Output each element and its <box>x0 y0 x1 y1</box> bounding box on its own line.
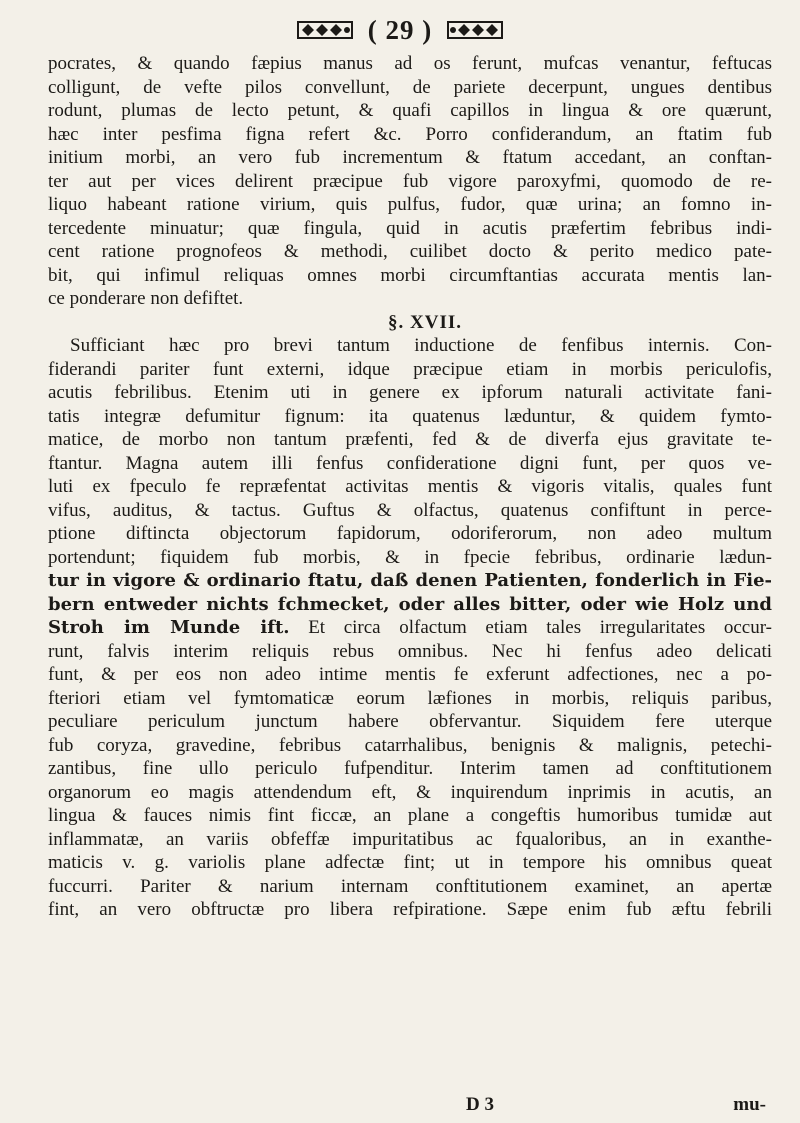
text-line: portendunt; fiquidem fub morbis, & in fpecie febribus, ordinarie lædun- <box>48 546 772 568</box>
text-line: ter aut per vices delirent præcipue fub vigore paroxyfmi, quomodo de re- <box>48 170 772 192</box>
text-line: lingua & fauces nimis fint ficcæ, an plane a congeftis humoribus tumidæ aut <box>48 805 772 826</box>
text-line: ftantur. Magna autem illi fenfus confideratione digni funt, per quos ve- <box>48 452 772 474</box>
text-line: fuccurri. Pariter & narium internam conftitutionem examinet, an apertæ <box>48 875 772 897</box>
text-line: vifus, auditus, & tactus. Guftus & olfactus, quatenus confiftunt in perce- <box>48 499 772 521</box>
text-line: acutis febrilibus. Etenim uti in genere ex ipforum naturali activitate fani- <box>48 382 772 403</box>
german-phrase: Stroh im Munde ift. <box>48 617 290 638</box>
text-line: pocrates, & quando fæpius manus ad os ferunt, mufcas venantur, feftucas <box>48 53 772 74</box>
text-line: maticis v. g. variolis plane adfectæ fint; ut in tempore his omnibus queat <box>48 852 772 873</box>
text-line: initium morbi, an vero fub incrementum & ftatum accedant, an conftan- <box>48 147 772 168</box>
printer-ornament-icon <box>296 18 354 42</box>
mixed-text-line <box>48 616 772 640</box>
text-line: ce ponderare non defiftet. <box>48 288 244 309</box>
signature-mark: D 3 <box>466 1094 494 1115</box>
text-line: organorum eo magis attendendum eft, & inquirendum inprimis in acutis, an <box>48 781 772 803</box>
german-text-line: tur in vigore & ordinario ftatu, daß denen Patienten, fonderlich in Fie- <box>48 570 772 591</box>
text-line: rodunt, plumas de lecto petunt, & quafi capillos in lingua & ore quærunt, <box>48 100 772 121</box>
body-text <box>48 52 772 922</box>
section-heading: §. XVII. <box>388 311 462 333</box>
text-line: Sufficiant hæc pro brevi tantum inductione de fenfibus internis. Con- <box>70 335 772 356</box>
catchword: mu- <box>733 1094 766 1115</box>
page-number: ( 29 ) <box>367 14 433 45</box>
text-line: tatis integræ defumitur fignum: ita quatenus læduntur, & quidem fymto- <box>48 405 772 427</box>
text-line: runt, falvis interim reliquis rebus omnibus. Nec hi fenfus adeo delicati <box>48 640 772 662</box>
text-line: cent ratione prognofeos & methodi, cuilibet docto & perito medico pate- <box>48 241 772 262</box>
text-line: liquo habeant ratione virium, quis pulfus, fudor, quæ urina; an fomno in- <box>48 194 772 215</box>
text-line: colligunt, de vefte pilos convellunt, de pariete decerpunt, ungues dentibus <box>48 76 772 98</box>
text-line: fint, an vero obftructæ pro libera refpiratione. Sæpe enim fub æftu febrili <box>48 899 772 920</box>
text-line: luti ex fpeculo fe repræfentat activitas mentis & vigoris vitalis, quales funt <box>48 476 772 497</box>
text-line: funt, & per eos non adeo intime mentis fe exferunt adfectiones, nec a po- <box>48 664 772 685</box>
text-line: hæc inter pesfima figna refert &c. Porro confiderandum, an ftatim fub <box>48 123 772 145</box>
text-line: peculiare periculum junctum habere obfervantur. Siquidem fere uterque <box>48 711 772 732</box>
german-text-line: bern entweder nichts fchmecket, oder alles bitter, oder wie Holz und <box>48 593 772 615</box>
text-line: fiderandi pariter funt externi, idque præcipue etiam in morbis periculofis, <box>48 358 772 380</box>
text-line: tercedente minuatur; quæ fingula, quid in acutis præfertim febribus indi- <box>48 217 772 239</box>
text-line: fub coryza, gravedine, febribus catarrhalibus, benignis & malignis, petechi- <box>48 734 772 756</box>
text-line: ptione diftincta objectorum fapidorum, odoriferorum, non adeo multum <box>48 523 772 544</box>
latin-phrase: Et circa olfactum etiam tales irregularitates occur- <box>308 617 772 638</box>
text-line: fteriori etiam vel fymtomaticæ eorum læfiones in morbis, reliquis paribus, <box>48 687 772 709</box>
text-line: zantibus, fine ullo periculo fufpenditur. Interim tamen ad conftitutionem <box>48 758 772 779</box>
text-line: bit, qui infimul reliquas omnes morbi circumftantias accurata mentis lan- <box>48 264 772 286</box>
text-line: matice, de morbo non tantum præfenti, fed & de diverfa ejus gravitate te- <box>48 429 772 450</box>
page-footer <box>48 1094 772 1118</box>
page-header <box>0 10 800 50</box>
printer-ornament-icon <box>446 18 504 42</box>
text-line: inflammatæ, an variis obfeffæ impuritatibus ac fqualoribus, an in exanthe- <box>48 828 772 850</box>
